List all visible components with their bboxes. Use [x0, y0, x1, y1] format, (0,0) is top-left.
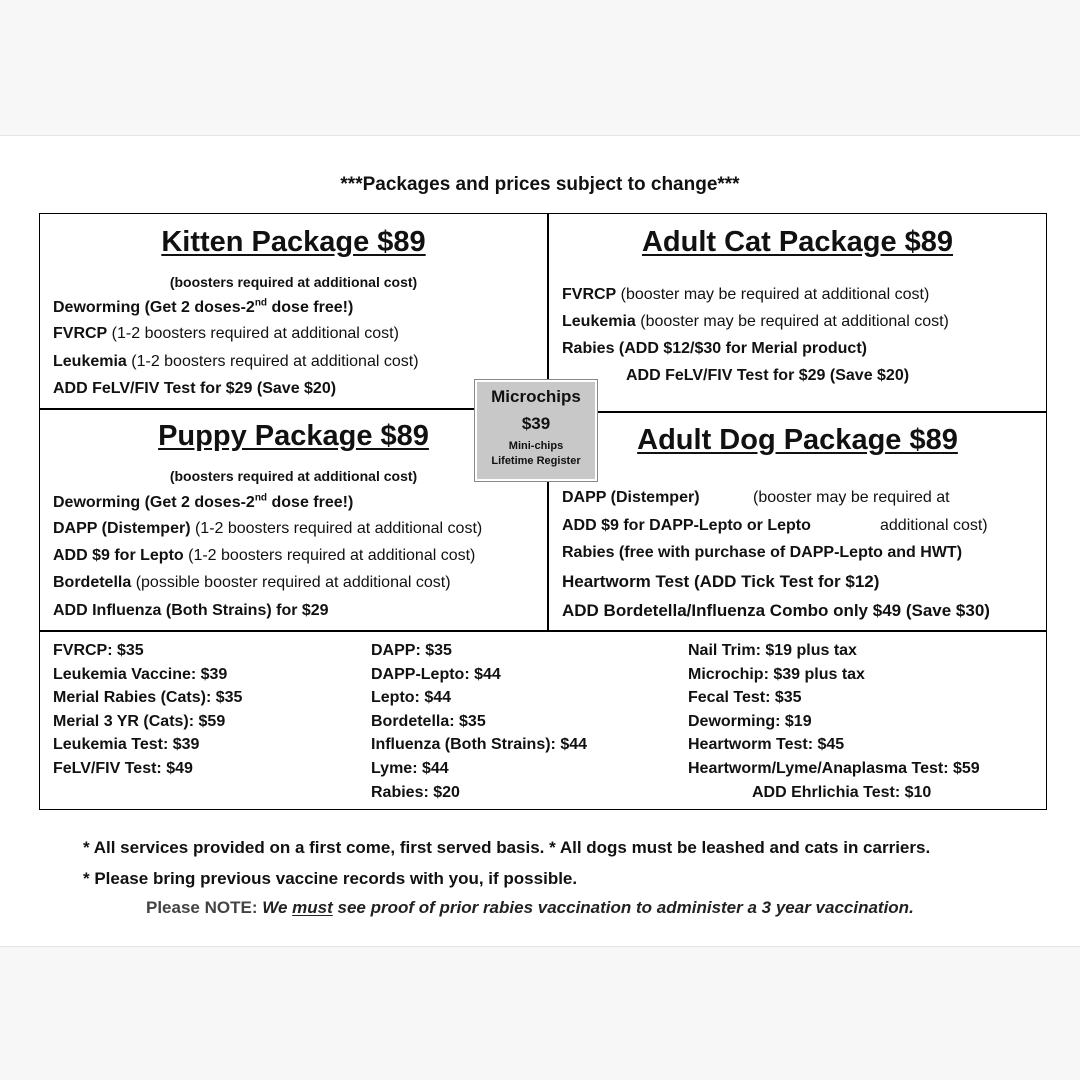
puppy-bordetella: Bordetella (possible booster required at additional cost)	[53, 574, 451, 591]
adult-cat-fvrcp: FVRCP (booster may be required at additional cost)	[562, 286, 930, 303]
adult-dog-bordetella-combo: ADD Bordetella/Influenza Combo only $49 (Save $30)	[562, 601, 990, 620]
adult-dog-rabies: Rabies (free with purchase of DAPP-Lepto and HWT)	[562, 544, 963, 561]
price-item: Bordetella: $35	[371, 712, 486, 730]
price-item: Lyme: $44	[371, 759, 449, 777]
footer-line-1: * All services provided on a first come, first served basis. * All dogs must be leashed and cats in carriers.	[83, 838, 931, 857]
kitten-felv-addon: ADD FeLV/FIV Test for $29 (Save $20)	[53, 380, 337, 397]
rabies-proof-note: Please NOTE: We must see proof of prior rabies vaccination to administer a 3 year vaccination.	[146, 898, 914, 917]
price-item: Merial 3 YR (Cats): $59	[53, 712, 226, 730]
puppy-package-title: Puppy Package $89	[158, 420, 429, 452]
kitten-deworming: Deworming (Get 2 doses-2nd dose free!)	[53, 298, 354, 317]
adult-dog-heartworm: Heartworm Test (ADD Tick Test for $12)	[562, 572, 880, 591]
price-item: Influenza (Both Strains): $44	[371, 736, 588, 754]
kitten-leukemia: Leukemia (1-2 boosters required at additional cost)	[53, 353, 419, 370]
puppy-deworming: Deworming (Get 2 doses-2nd dose free!)	[53, 493, 354, 512]
adult-cat-rabies: Rabies (ADD $12/$30 for Merial product)	[562, 340, 867, 357]
kitten-fvrcp: FVRCP (1-2 boosters required at additional cost)	[53, 325, 399, 342]
grid-divider-right	[547, 411, 1047, 413]
price-item: Leukemia Test: $39	[53, 736, 200, 754]
price-item: Heartworm Test: $45	[688, 736, 845, 754]
adult-cat-package-title: Adult Cat Package $89	[641, 226, 954, 258]
grid-divider-left	[39, 408, 548, 410]
price-list-col-2	[371, 639, 587, 804]
puppy-lepto: ADD $9 for Lepto (1-2 boosters required at additional cost)	[53, 547, 476, 564]
puppy-influenza-addon: ADD Influenza (Both Strains) for $29	[53, 602, 329, 619]
footer-line-2: * Please bring previous vaccine records with you, if possible.	[83, 869, 578, 888]
adult-cat-leukemia: Leukemia (booster may be required at additional cost)	[562, 313, 949, 330]
microchip-detail-2: Lifetime Register	[491, 455, 581, 467]
price-item: Leukemia Vaccine: $39	[53, 665, 228, 683]
price-item: Heartworm/Lyme/Anaplasma Test: $59	[688, 759, 980, 777]
price-item: DAPP-Lepto: $44	[371, 665, 501, 683]
price-list-col-1	[53, 639, 242, 781]
price-item: ADD Ehrlichia Test: $10	[752, 783, 932, 801]
price-item: Deworming: $19	[688, 712, 812, 730]
price-list-col-3	[688, 639, 980, 804]
price-sheet	[0, 135, 1080, 947]
kitten-package-note: (boosters required at additional cost)	[169, 274, 418, 290]
grid-divider-bottom	[39, 630, 1047, 632]
adult-dog-lepto-note: additional cost)	[880, 517, 988, 534]
adult-dog-package-title: Adult Dog Package $89	[637, 424, 958, 456]
adult-dog-dapp-note: (booster may be required at	[753, 489, 950, 506]
puppy-dapp: DAPP (Distemper) (1-2 boosters required at additional cost)	[53, 520, 483, 537]
puppy-package-note: (boosters required at additional cost)	[169, 468, 418, 484]
microchip-price: $39	[521, 414, 551, 433]
adult-dog-lepto: ADD $9 for DAPP-Lepto or Lepto	[562, 517, 811, 534]
price-item: Merial Rabies (Cats): $35	[53, 689, 243, 707]
kitten-package-title: Kitten Package $89	[161, 226, 426, 258]
adult-dog-dapp: DAPP (Distemper)	[562, 489, 700, 506]
adult-cat-felv-addon: ADD FeLV/FIV Test for $29 (Save $20)	[626, 367, 910, 384]
price-item: FeLV/FIV Test: $49	[53, 759, 193, 777]
microchip-detail-1: Mini-chips	[508, 440, 564, 452]
price-item: Fecal Test: $35	[688, 689, 802, 707]
price-change-notice: ***Packages and prices subject to change***	[340, 174, 740, 195]
price-item: DAPP: $35	[371, 642, 452, 659]
price-item: Microchip: $39 plus tax	[688, 665, 865, 683]
price-item: FVRCP: $35	[53, 642, 144, 659]
microchip-box	[475, 380, 597, 481]
price-item: Rabies: $20	[371, 783, 460, 801]
price-item: Nail Trim: $19 plus tax	[688, 642, 857, 659]
price-item: Lepto: $44	[371, 689, 452, 707]
microchip-title: Microchips	[491, 387, 581, 406]
